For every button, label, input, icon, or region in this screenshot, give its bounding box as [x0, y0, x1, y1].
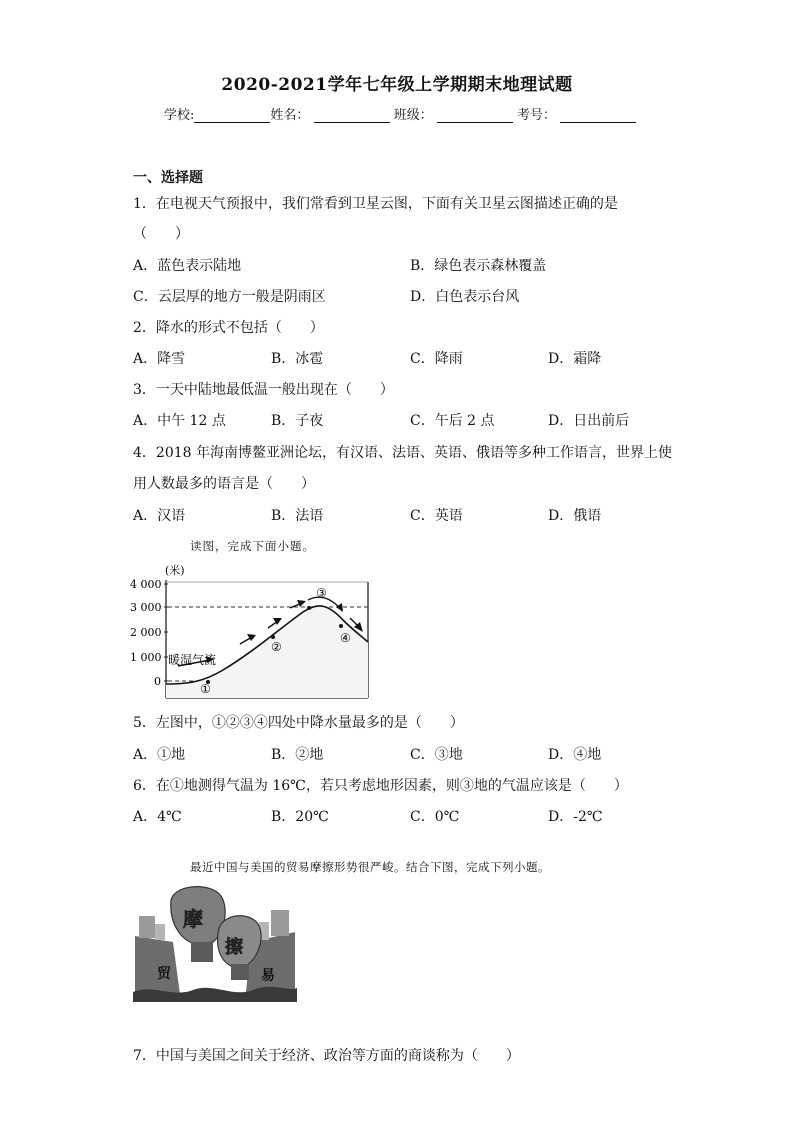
q1-option-c: C．云层厚的地方一般是阴雨区 — [133, 289, 326, 305]
name-blank — [314, 108, 390, 123]
q6-option-c: C．0℃ — [410, 809, 460, 825]
q3-option-c: C．午后 2 点 — [410, 413, 495, 429]
point-1-label: ① — [200, 682, 211, 696]
mountain-fill — [166, 606, 368, 698]
q4-stem-line2: 用人数最多的语言是（ ） — [133, 476, 315, 492]
point-2-label: ② — [271, 640, 282, 654]
left-ship-cabin — [139, 916, 155, 938]
left-glove-cuff — [191, 942, 213, 962]
exam-no-blank — [560, 108, 636, 123]
point-3-label: ③ — [316, 586, 327, 600]
q5-option-b: B．②地 — [271, 747, 324, 763]
q2-option-d: D．霜降 — [548, 351, 602, 367]
q3-option-a: A．中午 12 点 — [133, 413, 226, 429]
ytick-4000: 4 000 — [130, 578, 162, 591]
q5-option-a: A．①地 — [133, 747, 186, 763]
name-label: 姓名： — [270, 108, 310, 123]
figure2-caption: 最近中国与美国的贸易摩擦形势很严峻。结合下图，完成下列小题。 — [190, 860, 550, 874]
orographic-rain-diagram — [128, 560, 373, 702]
figure1-caption: 读图，完成下面小题。 — [190, 539, 315, 553]
q1-option-a: A．蓝色表示陆地 — [133, 258, 242, 274]
q1-option-d: D．白色表示台风 — [410, 289, 520, 305]
school-blank — [194, 108, 270, 123]
q3-stem: 3．一天中陆地最低温一般出现在（ ） — [133, 382, 394, 398]
glove-char-1: 摩 — [183, 907, 203, 931]
q2-option-a: A．降雪 — [133, 351, 186, 367]
q3-option-d: D．日出前后 — [548, 413, 630, 429]
exam-no-label: 考号： — [516, 108, 556, 123]
point-2-dot — [271, 635, 275, 639]
q1-stem-line1: 1．在电视天气预报中，我们常看到卫星云图，下面有关卫星云图描述正确的是 — [133, 196, 618, 212]
q4-stem-line1: 4．2018 年海南博鳌亚洲论坛，有汉语、法语、英语、俄语等多种工作语言，世界上使 — [133, 445, 672, 461]
q6-option-b: B．20℃ — [271, 809, 329, 825]
right-glove-cuff — [231, 964, 249, 980]
ship-char-left: 贸 — [157, 966, 171, 982]
q5-option-d: D．④地 — [548, 747, 602, 763]
q7-stem: 7．中国与美国之间关于经济、政治等方面的商谈称为（ ） — [133, 1048, 520, 1064]
point-4-dot — [339, 624, 343, 628]
q1-option-b: B．绿色表示森林覆盖 — [410, 258, 547, 274]
q3-option-b: B．子夜 — [271, 413, 324, 429]
airflow-arrowhead-2 — [247, 634, 256, 641]
q4-option-d: D．俄语 — [548, 508, 602, 524]
airflow-label: 暖湿气流 — [168, 653, 217, 667]
q5-stem: 5．左图中，①②③④四处中降水量最多的是（ ） — [133, 715, 464, 731]
ytick-1000: 1 000 — [130, 651, 162, 664]
q5-option-c: C．③地 — [410, 747, 463, 763]
student-info-line — [164, 104, 636, 123]
page-title: 2020-2021学年七年级上学期期末地理试题 — [221, 75, 573, 95]
class-label: 班级： — [393, 108, 433, 123]
point-4-label: ④ — [340, 631, 351, 645]
q6-stem: 6．在①地测得气温为 16℃，若只考虑地形因素，则③地的气温应该是（ ） — [133, 778, 628, 794]
class-blank — [437, 108, 513, 123]
left-ship-stack — [155, 924, 165, 940]
ship-char-right: 易 — [261, 968, 275, 984]
q4-option-c: C．英语 — [410, 508, 463, 524]
unit-label: (米) — [165, 564, 185, 577]
q6-option-a: A．4℃ — [133, 809, 182, 825]
ytick-0: 0 — [154, 675, 161, 688]
airflow-arrowhead-4 — [297, 600, 306, 607]
ytick-2000: 2 000 — [130, 626, 162, 639]
q4-option-a: A．汉语 — [133, 508, 186, 524]
trade-friction-illustration — [133, 880, 297, 1002]
ytick-3000: 3 000 — [130, 601, 162, 614]
q2-stem: 2．降水的形式不包括（ ） — [133, 320, 324, 336]
school-label: 学校: — [164, 108, 195, 123]
point-3-dot — [307, 606, 311, 610]
section-heading: 一、选择题 — [133, 170, 203, 186]
q2-option-c: C．降雨 — [410, 351, 463, 367]
q4-option-b: B．法语 — [271, 508, 324, 524]
q6-option-d: D．-2℃ — [548, 809, 603, 825]
q2-option-b: B．冰雹 — [271, 351, 324, 367]
q1-stem-line2: （ ） — [133, 226, 189, 242]
glove-char-2: 擦 — [225, 937, 243, 958]
right-ship-cabin — [271, 910, 289, 936]
